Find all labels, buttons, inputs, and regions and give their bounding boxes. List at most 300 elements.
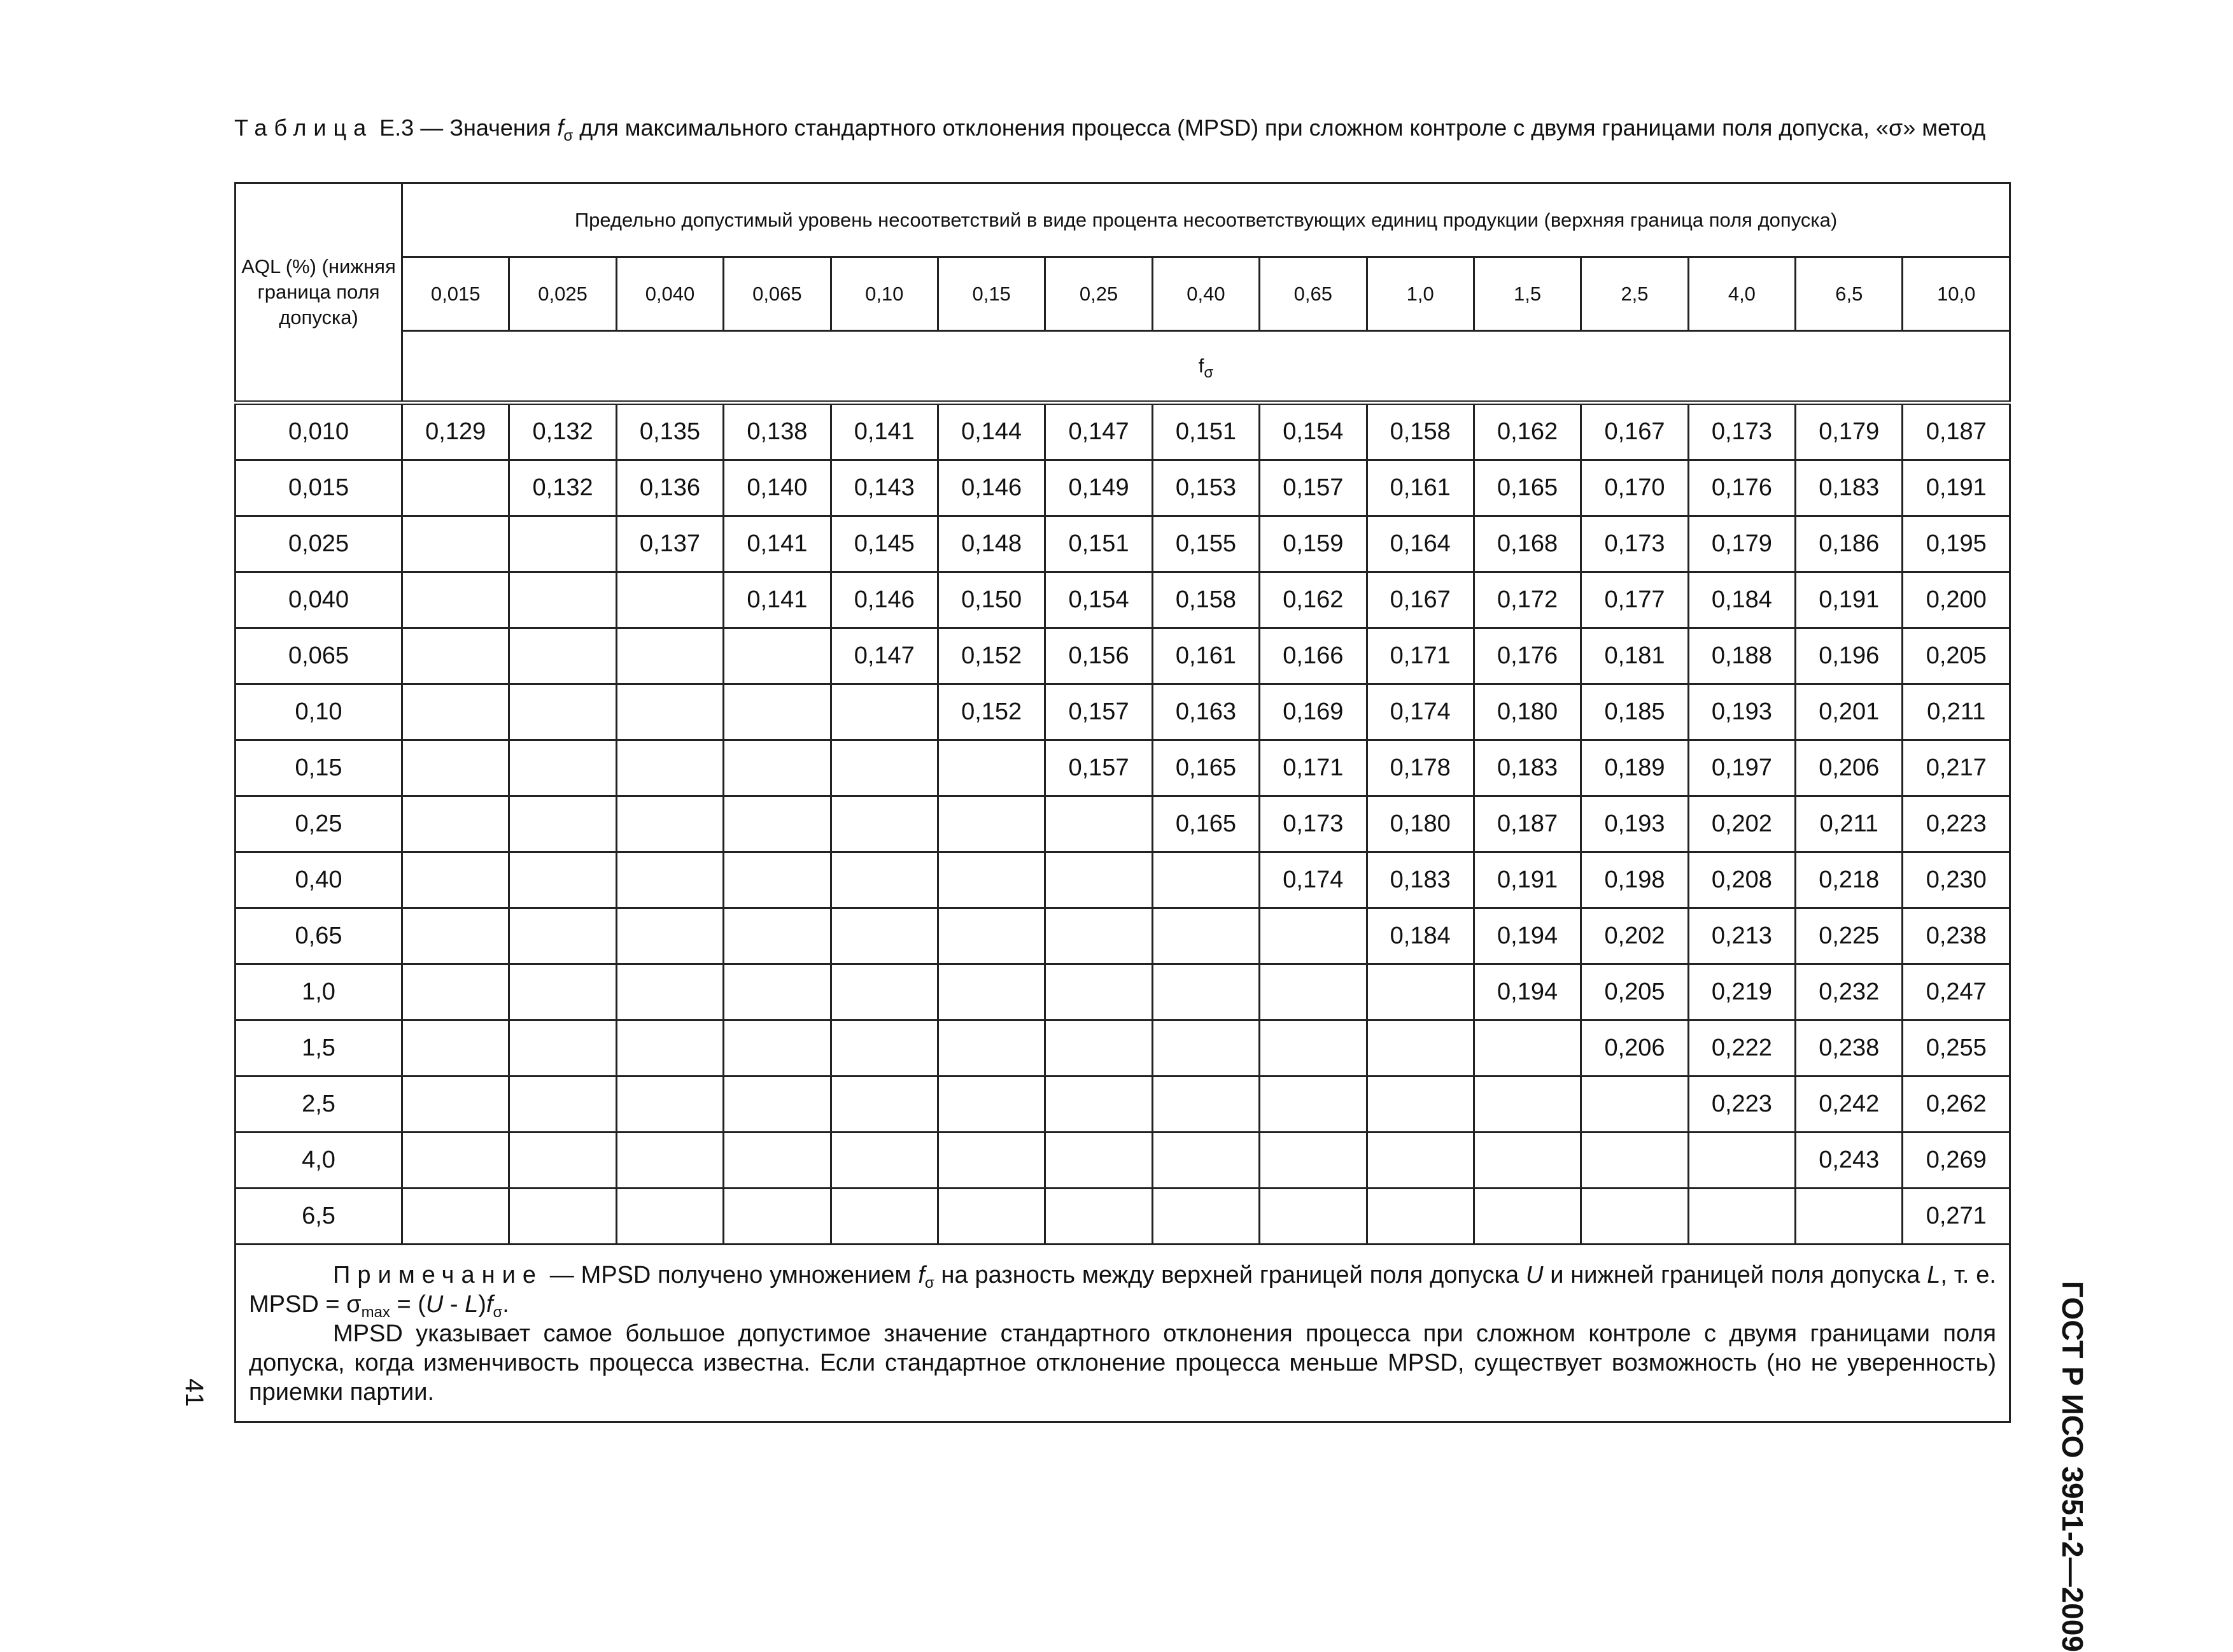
value-cell: 0,176 [1688,460,1795,516]
value-cell [724,684,831,740]
value-cell [402,628,509,684]
row-aql-cell: 4,0 [236,1133,402,1189]
value-cell [938,964,1045,1020]
value-cell [509,684,616,740]
note-f-sub: σ [924,1274,934,1292]
note-l2: L [465,1291,479,1318]
value-cell: 0,151 [1045,516,1152,572]
value-cell [1260,1020,1367,1077]
value-cell [1152,1020,1259,1077]
value-cell: 0,176 [1474,628,1581,684]
value-cell [616,908,723,964]
value-cell: 0,184 [1367,908,1474,964]
value-cell: 0,137 [616,516,723,572]
value-cell: 0,158 [1367,403,1474,460]
value-cell [616,684,723,740]
value-cell [509,1077,616,1133]
value-cell: 0,171 [1367,628,1474,684]
value-cell: 0,183 [1796,460,1903,516]
note-f2-sub: σ [493,1304,503,1321]
value-cell [616,964,723,1020]
column-header: 0,040 [616,257,723,331]
value-cell: 0,222 [1688,1020,1795,1077]
value-cell: 0,183 [1474,740,1581,796]
value-cell: 0,271 [1903,1189,2010,1245]
table-row [236,403,2010,460]
value-cell: 0,141 [724,572,831,628]
value-cell: 0,171 [1260,740,1367,796]
value-cell [1152,964,1259,1020]
value-cell [724,908,831,964]
value-cell: 0,166 [1260,628,1367,684]
value-cell [1688,1133,1795,1189]
value-cell: 0,169 [1260,684,1367,740]
value-cell: 0,198 [1581,852,1688,908]
value-cell [402,1189,509,1245]
value-cell [938,740,1045,796]
value-cell [402,684,509,740]
column-header: 4,0 [1688,257,1795,331]
value-cell [509,740,616,796]
value-cell: 0,208 [1688,852,1795,908]
value-cell [1152,1077,1259,1133]
table-row [236,1020,2010,1077]
value-cell [1260,1133,1367,1189]
value-cell [1045,1077,1152,1133]
value-cell: 0,173 [1260,796,1367,852]
value-cell: 0,191 [1903,460,2010,516]
value-cell: 0,187 [1903,403,2010,460]
value-cell: 0,149 [1045,460,1152,516]
note-f: f [918,1262,925,1288]
note-row [236,1245,2010,1422]
value-cell [724,852,831,908]
value-cell [1260,908,1367,964]
value-cell: 0,140 [724,460,831,516]
value-cell [402,1020,509,1077]
value-cell [1581,1133,1688,1189]
value-cell [1260,1189,1367,1245]
value-cell: 0,202 [1688,796,1795,852]
f-sigma-header [402,331,2010,403]
value-cell [831,1020,938,1077]
value-cell: 0,205 [1903,628,2010,684]
value-cell: 0,168 [1474,516,1581,572]
value-cell: 0,154 [1045,572,1152,628]
value-cell: 0,165 [1152,796,1259,852]
value-cell: 0,174 [1367,684,1474,740]
value-cell [509,1189,616,1245]
table-row [236,740,2010,796]
column-header: 0,015 [402,257,509,331]
value-cell [509,796,616,852]
row-aql-cell: 0,40 [236,852,402,908]
value-cell [616,628,723,684]
note-label: Примечание [333,1262,543,1288]
value-cell: 0,144 [938,403,1045,460]
column-header: 1,0 [1367,257,1474,331]
value-cell [402,852,509,908]
value-cell: 0,183 [1367,852,1474,908]
note-sigma-max: σ [346,1291,362,1318]
value-cell: 0,159 [1260,516,1367,572]
value-cell [831,684,938,740]
value-cell [1367,1133,1474,1189]
value-cell [831,852,938,908]
value-cell: 0,147 [1045,403,1152,460]
value-cell: 0,153 [1152,460,1259,516]
value-cell: 0,148 [938,516,1045,572]
value-cell: 0,238 [1903,908,2010,964]
column-header: 0,25 [1045,257,1152,331]
value-cell: 0,191 [1796,572,1903,628]
value-cell [1152,852,1259,908]
value-cell [831,1189,938,1245]
value-cell: 0,181 [1581,628,1688,684]
value-cell [831,1133,938,1189]
value-cell: 0,179 [1688,516,1795,572]
value-cell: 0,242 [1796,1077,1903,1133]
table-row [236,628,2010,684]
row-aql-cell: 0,015 [236,460,402,516]
value-cell: 0,238 [1796,1020,1903,1077]
note-text-a: MPSD получено умножением [581,1262,912,1288]
value-cell: 0,243 [1796,1133,1903,1189]
value-cell [938,852,1045,908]
row-aql-cell: 1,0 [236,964,402,1020]
note-text-f: ) [478,1291,486,1318]
value-cell [831,964,938,1020]
value-cell: 0,206 [1581,1020,1688,1077]
table-row [236,1189,2010,1245]
value-cell [616,1077,723,1133]
value-cell [616,852,723,908]
value-cell: 0,211 [1903,684,2010,740]
value-cell [1367,964,1474,1020]
value-cell [402,740,509,796]
value-cell: 0,157 [1045,740,1152,796]
value-cell [1581,1077,1688,1133]
value-cell [1045,852,1152,908]
value-cell [616,1020,723,1077]
value-cell: 0,156 [1045,628,1152,684]
value-cell [402,1077,509,1133]
value-cell: 0,269 [1903,1133,2010,1189]
value-cell: 0,161 [1367,460,1474,516]
column-header: 0,65 [1260,257,1367,331]
value-cell: 0,178 [1367,740,1474,796]
value-cell [1581,1189,1688,1245]
value-cell [1367,1077,1474,1133]
value-cell [831,740,938,796]
row-aql-cell: 0,040 [236,572,402,628]
value-cell [1260,964,1367,1020]
table-row [236,516,2010,572]
value-cell: 0,152 [938,628,1045,684]
value-cell: 0,202 [1581,908,1688,964]
value-cell: 0,146 [938,460,1045,516]
value-cell [509,628,616,684]
column-header: 0,025 [509,257,616,331]
row-aql-cell: 0,010 [236,403,402,460]
table-caption [234,113,2017,143]
value-cell [402,516,509,572]
value-cell: 0,146 [831,572,938,628]
value-cell [1152,1189,1259,1245]
value-cell [1152,1133,1259,1189]
page-number: 41 [180,1378,208,1407]
value-cell: 0,194 [1474,908,1581,964]
row-aql-cell: 1,5 [236,1020,402,1077]
value-cell: 0,188 [1688,628,1795,684]
row-aql-cell: 0,15 [236,740,402,796]
value-cell: 0,150 [938,572,1045,628]
value-cell [509,572,616,628]
value-cell [1045,908,1152,964]
column-header: 0,065 [724,257,831,331]
value-cell: 0,206 [1796,740,1903,796]
value-cell [724,1133,831,1189]
value-cell [831,1077,938,1133]
value-cell: 0,170 [1581,460,1688,516]
value-cell [509,1133,616,1189]
value-cell: 0,193 [1688,684,1795,740]
value-cell [938,1133,1045,1189]
table-row [236,572,2010,628]
note-f2: f [486,1291,493,1318]
value-cell: 0,189 [1581,740,1688,796]
value-cell [509,908,616,964]
value-cell [1045,964,1152,1020]
column-header: 0,15 [938,257,1045,331]
value-cell: 0,180 [1474,684,1581,740]
value-cell [1688,1189,1795,1245]
caption-number: E.3 [379,115,414,141]
value-cell: 0,223 [1903,796,2010,852]
value-cell: 0,232 [1796,964,1903,1020]
note-u: U [1525,1262,1544,1288]
value-cell: 0,165 [1474,460,1581,516]
value-cell: 0,225 [1796,908,1903,964]
value-cell: 0,211 [1796,796,1903,852]
value-cell [1045,796,1152,852]
column-header: 0,40 [1152,257,1259,331]
value-cell [402,908,509,964]
value-cell: 0,197 [1688,740,1795,796]
value-cell: 0,173 [1688,403,1795,460]
value-cell: 0,217 [1903,740,2010,796]
row-aql-cell: 0,65 [236,908,402,964]
table-row [236,964,2010,1020]
table-row [236,852,2010,908]
value-cell: 0,145 [831,516,938,572]
value-cell: 0,255 [1903,1020,2010,1077]
value-cell [1474,1020,1581,1077]
value-cell [724,1189,831,1245]
value-cell: 0,154 [1260,403,1367,460]
value-cell: 0,132 [509,403,616,460]
table-row [236,1077,2010,1133]
column-header: 2,5 [1581,257,1688,331]
value-cell: 0,167 [1581,403,1688,460]
value-cell [938,908,1045,964]
value-cell: 0,129 [402,403,509,460]
value-cell [724,964,831,1020]
value-cell [509,1020,616,1077]
value-cell [724,796,831,852]
value-cell: 0,213 [1688,908,1795,964]
value-cell: 0,164 [1367,516,1474,572]
value-cell: 0,223 [1688,1077,1795,1133]
value-cell: 0,177 [1581,572,1688,628]
caption-label: Таблица [234,115,374,141]
caption-symbol-f: f [557,115,564,141]
note-text-e: = ( [397,1291,426,1318]
value-cell: 0,151 [1152,403,1259,460]
value-cell [938,1189,1045,1245]
top-header: Предельно допустимый уровень несоответствий в виде процента несоответствующих единиц продукции (верхняя граница поля допуска) [402,183,2010,257]
value-cell: 0,172 [1474,572,1581,628]
value-cell [1045,1189,1152,1245]
value-cell: 0,157 [1045,684,1152,740]
value-cell: 0,152 [938,684,1045,740]
value-cell [938,1077,1045,1133]
row-aql-cell: 2,5 [236,1077,402,1133]
column-header: 10,0 [1903,257,2010,331]
value-cell [938,796,1045,852]
aql-header: AQL (%) (нижняя граница поля допуска) [236,183,402,403]
value-cell: 0,143 [831,460,938,516]
value-cell: 0,161 [1152,628,1259,684]
value-cell [402,460,509,516]
value-cell [831,908,938,964]
column-header: 6,5 [1796,257,1903,331]
value-cell [1045,1020,1152,1077]
column-header: 0,10 [831,257,938,331]
f-sigma-header-sub: σ [1204,364,1214,381]
value-cell: 0,167 [1367,572,1474,628]
row-aql-cell: 0,065 [236,628,402,684]
table-row [236,908,2010,964]
note-u2: U [425,1291,444,1318]
value-cell: 0,174 [1260,852,1367,908]
value-cell: 0,247 [1903,964,2010,1020]
document-side-title: ГОСТ Р ИСО 3951-2—2009 [2056,1281,2089,1652]
value-cell [1474,1077,1581,1133]
value-cell: 0,194 [1474,964,1581,1020]
value-cell: 0,230 [1903,852,2010,908]
table-row [236,684,2010,740]
value-cell: 0,219 [1688,964,1795,1020]
value-cell [1367,1020,1474,1077]
caption-text-after: для максимального стандартного отклонения процесса (MPSD) при сложном контроле с двумя границами поля допуска, «σ» метод [579,115,1986,141]
table-row [236,460,2010,516]
value-cell: 0,218 [1796,852,1903,908]
value-cell: 0,157 [1260,460,1367,516]
value-cell: 0,180 [1367,796,1474,852]
caption-symbol-sub: σ [563,127,574,145]
value-cell: 0,179 [1796,403,1903,460]
row-aql-cell: 0,025 [236,516,402,572]
note-end: . [502,1291,509,1318]
note-max-sub: max [361,1304,390,1321]
value-cell [724,1020,831,1077]
value-cell: 0,162 [1474,403,1581,460]
value-cell: 0,201 [1796,684,1903,740]
value-cell [509,964,616,1020]
value-cell [1045,1133,1152,1189]
table-note [236,1245,2010,1422]
value-cell: 0,184 [1688,572,1795,628]
value-cell [1260,1077,1367,1133]
value-cell: 0,138 [724,403,831,460]
note-paragraph-2: MPSD указывает самое большое допустимое значение стандартного отклонения процесса при сложном контроле с двумя границами поля допуска, когда изменчивость процесса известна. Если стандартное отклонение процесса меньше MPSD, существует возможность (но не уверенность) приемки партии. [249,1320,1996,1406]
value-cell [724,628,831,684]
value-cell [616,1133,723,1189]
value-cell [509,852,616,908]
row-aql-cell: 0,25 [236,796,402,852]
value-cell: 0,191 [1474,852,1581,908]
value-cell: 0,165 [1152,740,1259,796]
caption-dash: — [420,115,444,141]
value-cell [402,572,509,628]
value-cell [1474,1189,1581,1245]
note-paragraph-1 [249,1260,1996,1319]
value-cell: 0,200 [1903,572,2010,628]
value-cell [724,1077,831,1133]
table-row [236,796,2010,852]
value-cell [616,740,723,796]
note-dash: — [549,1262,574,1288]
row-aql-cell: 6,5 [236,1189,402,1245]
value-cell [616,1189,723,1245]
row-aql-cell: 0,10 [236,684,402,740]
value-cell [831,796,938,852]
value-cell: 0,163 [1152,684,1259,740]
value-cell: 0,196 [1796,628,1903,684]
value-cell [402,796,509,852]
value-cell: 0,195 [1903,516,2010,572]
value-cell: 0,155 [1152,516,1259,572]
value-cell: 0,141 [724,516,831,572]
value-cell: 0,205 [1581,964,1688,1020]
value-cell [938,1020,1045,1077]
value-cell [616,796,723,852]
value-cell [509,516,616,572]
value-cell: 0,147 [831,628,938,684]
value-cell: 0,262 [1903,1077,2010,1133]
value-cell [724,740,831,796]
value-cell [616,572,723,628]
value-cell: 0,136 [616,460,723,516]
note-minus: - [449,1291,458,1318]
value-cell [1474,1133,1581,1189]
f-sigma-header-f: f [1198,355,1204,377]
value-cell [1796,1189,1903,1245]
value-cell: 0,135 [616,403,723,460]
value-cell: 0,162 [1260,572,1367,628]
value-cell: 0,193 [1581,796,1688,852]
value-cell: 0,187 [1474,796,1581,852]
value-cell: 0,132 [509,460,616,516]
caption-text-before: Значения [449,115,551,141]
value-cell: 0,158 [1152,572,1259,628]
value-cell [1367,1189,1474,1245]
value-cell [402,1133,509,1189]
value-cell [1152,908,1259,964]
value-cell: 0,141 [831,403,938,460]
value-cell: 0,186 [1796,516,1903,572]
